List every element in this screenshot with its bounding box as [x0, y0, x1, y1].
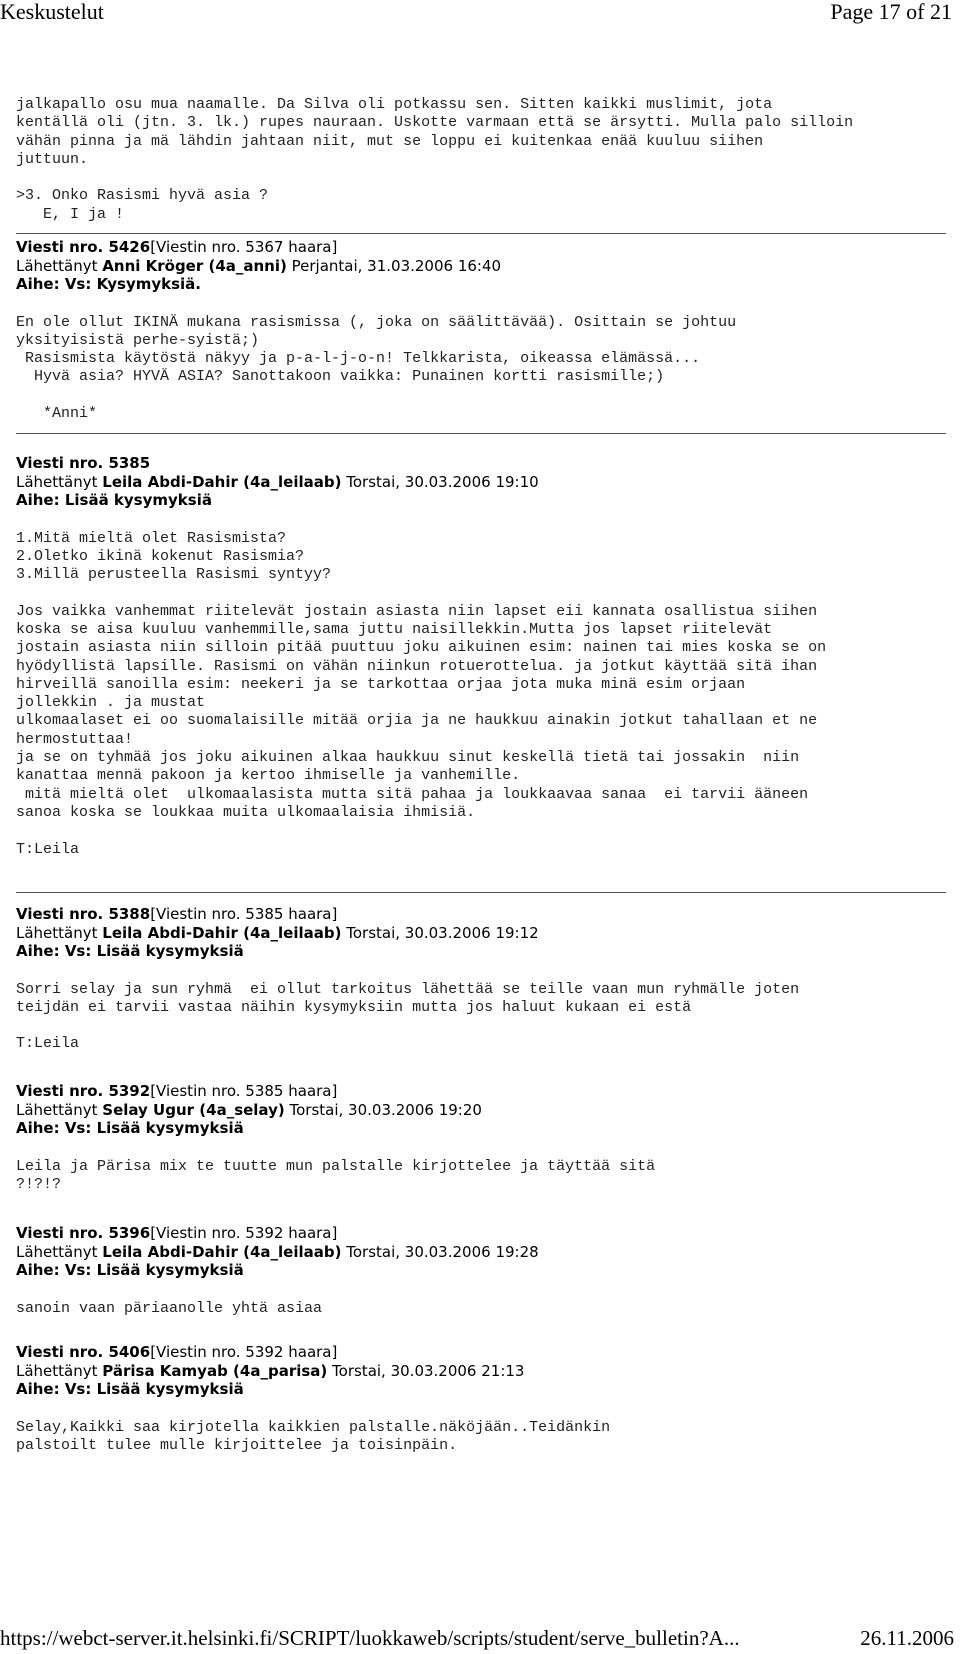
sender-line — [16, 473, 826, 492]
message-label: Viesti nro. — [16, 238, 109, 256]
message-header-line — [16, 238, 736, 257]
divider-5388 — [16, 892, 946, 893]
message-date: Torstai, 30.03.2006 19:20 — [284, 1100, 482, 1119]
message-label: Viesti nro. — [16, 905, 109, 923]
sender-line — [16, 1243, 539, 1262]
divider-5385 — [16, 433, 946, 434]
message-5392 — [16, 1082, 655, 1194]
sent-prefix: Lähettänyt — [16, 472, 103, 491]
author: Leila Abdi-Dahir (4a_leilaab) — [102, 1242, 342, 1261]
message-label: Viesti nro. — [16, 454, 109, 472]
subject: Aihe: Lisää kysymyksiä — [16, 491, 212, 509]
message-number: 5406 — [108, 1343, 151, 1361]
author: Anni Kröger (4a_anni) — [102, 256, 287, 275]
message-body: Leila ja Pärisa mix te tuutte mun palstalle kirjottelee ja täyttää sitä ?!?!? — [16, 1157, 656, 1193]
message-number: 5396 — [108, 1224, 151, 1242]
subject: Aihe: Vs: Lisää kysymyksiä — [16, 1119, 244, 1137]
sent-prefix: Lähettänyt — [16, 923, 103, 942]
message-body: sanoin vaan päriaanolle yhtä asiaa — [16, 1299, 323, 1317]
reply-to: [Viestin nro. 5392 haara] — [150, 1224, 338, 1242]
sender-line — [16, 924, 799, 943]
message-body: 1.Mitä mieltä olet Rasismista? 2.Oletko ikinä kokenut Rasismia? 3.Millä perusteella Rasismi syntyy? Jos vaikka vanhemmat riitelevät jostain asiasta niin lapset eii kannata osallistua siihen koska se aisa kuuluu vanhemmille,sama juttu naisillekkin.Mutta jos lapset riitelevät jostain asiasta niin silloin pitää puuttuu joku aikuinen esim: nainen tai mies koska se on hyödyllistä lapsille. Rasismi on vähän niinkun rotuerottelua. ja jotkut käyttää sitä ihan hirveillä sanoilla esim: neekeri ja se tarkottaa orjaa jota muka minä esim orjaan jollekkin . ja mustat ulkomaalaset ei oo suomalaisille mitää orjia ja ne haukkuu ainakin jotkut tahallaan et ne hermostuttaa! ja se on tyhmää jos joku aikuinen alkaa haukkuu sinut keskellä tietä tai jossakin niin kanattaa mennä pakoon ja kertoo ihmiselle ja vanhemille. mitä mieltä olet ulkomaalasista mutta sitä pahaa ja loukkaavaa sanaa ei tarvii ääneen sanoa koska se loukkaa muita ulkomaalaisia ihmisiä. T:Leila — [16, 529, 827, 858]
reply-to: [Viestin nro. 5385 haara] — [150, 905, 338, 923]
message-5388 — [16, 905, 799, 1054]
message-header-line — [16, 1082, 655, 1101]
sent-prefix: Lähettänyt — [16, 1100, 103, 1119]
message-5385 — [16, 454, 826, 859]
message-date: Torstai, 30.03.2006 19:10 — [341, 472, 539, 491]
message-date: Torstai, 30.03.2006 19:12 — [341, 923, 539, 942]
message-header-line — [16, 454, 826, 473]
reply-to: [Viestin nro. 5385 haara] — [150, 1082, 338, 1100]
message-number: 5385 — [108, 454, 151, 472]
message-number: 5426 — [108, 238, 151, 256]
message-label: Viesti nro. — [16, 1224, 109, 1242]
print-date: 26.11.2006 — [860, 1626, 954, 1650]
sender-line — [16, 1101, 655, 1120]
intro-text: jalkapallo osu mua naamalle. Da Silva oli potkassu sen. Sitten kaikki muslimit, jota kentällä oli (jtn. 3. lk.) rupes nauraan. Uskotte varmaan että se ärsytti. Mulla palo silloin vähän pinna ja mä lähdin jahtaan niit, mut se loppu ei kuitenkaa enää kuuluu siihen juttuun. >3. Onko Rasismi hyvä asia ? E, I ja ! — [16, 96, 854, 223]
message-5426 — [16, 238, 736, 423]
message-label: Viesti nro. — [16, 1082, 109, 1100]
subject: Aihe: Vs: Lisää kysymyksiä — [16, 942, 244, 960]
author: Pärisa Kamyab (4a_parisa) — [102, 1361, 328, 1380]
message-label: Viesti nro. — [16, 1343, 109, 1361]
subject: Aihe: Vs: Kysymyksiä. — [16, 275, 202, 293]
message-date: Perjantai, 31.03.2006 16:40 — [286, 256, 502, 275]
sent-prefix: Lähettänyt — [16, 256, 103, 275]
message-body: Selay,Kaikki saa kirjotella kaikkien palstalle.näköjään..Teidänkin palstoilt tulee mulle kirjoittelee ja toisinpäin. — [16, 1418, 611, 1454]
author: Leila Abdi-Dahir (4a_leilaab) — [102, 923, 342, 942]
message-header-line — [16, 905, 799, 924]
message-number: 5388 — [108, 905, 151, 923]
divider-5426 — [16, 233, 946, 234]
message-date: Torstai, 30.03.2006 19:28 — [341, 1242, 539, 1261]
author: Selay Ugur (4a_selay) — [102, 1100, 285, 1119]
reply-to: [Viestin nro. 5392 haara] — [150, 1343, 338, 1361]
page-header-title: Keskustelut — [0, 0, 104, 24]
message-body: En ole ollut IKINÄ mukana rasismissa (, joka on säälittävää). Osittain se johtuu yksityisistä perhe-syistä;) Rasismista käytöstä näkyy ja p-a-l-j-o-n! Telkkarista, oikeassa elämässä... Hyvä asia? HYVÄ ASIA? Sanottakoon vaikka: Punainen kortti rasismille;) *Anni* — [16, 313, 737, 422]
message-date: Torstai, 30.03.2006 21:13 — [327, 1361, 525, 1380]
message-5396 — [16, 1224, 539, 1318]
message-header-line — [16, 1224, 539, 1243]
message-5406 — [16, 1343, 610, 1455]
message-header-line — [16, 1343, 610, 1362]
page-url: https://webct-server.it.helsinki.fi/SCRIPT/luokkaweb/scripts/student/serve_bulletin?A... — [0, 1626, 740, 1650]
sent-prefix: Lähettänyt — [16, 1242, 103, 1261]
reply-to: [Viestin nro. 5367 haara] — [150, 238, 338, 256]
page-number: Page 17 of 21 — [830, 0, 952, 24]
sender-line — [16, 1362, 610, 1381]
message-body: Sorri selay ja sun ryhmä ei ollut tarkoitus lähettää se teille vaan mun ryhmälle joten teijdän ei tarvii vastaa näihin kysymyksiin mutta jos haluut kukaan ei estä T:Leila — [16, 980, 800, 1053]
author: Leila Abdi-Dahir (4a_leilaab) — [102, 472, 342, 491]
subject: Aihe: Vs: Lisää kysymyksiä — [16, 1261, 244, 1279]
sent-prefix: Lähettänyt — [16, 1361, 103, 1380]
sender-line — [16, 257, 736, 276]
message-number: 5392 — [108, 1082, 151, 1100]
subject: Aihe: Vs: Lisää kysymyksiä — [16, 1380, 244, 1398]
